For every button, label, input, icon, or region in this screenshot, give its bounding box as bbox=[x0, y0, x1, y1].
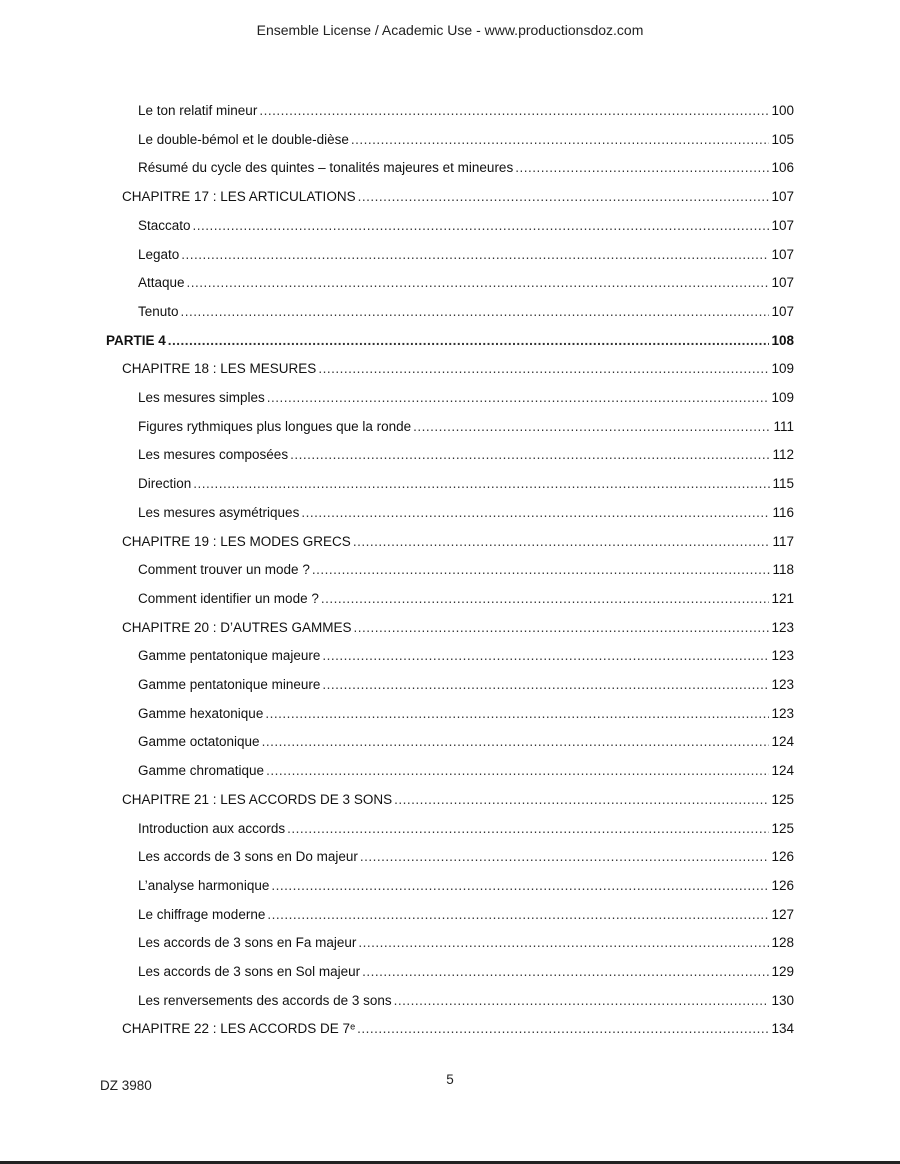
toc-entry-label: Les accords de 3 sons en Sol majeur bbox=[138, 964, 361, 979]
toc-leader-dots bbox=[351, 131, 770, 149]
toc-entry-page: 123 bbox=[771, 677, 794, 692]
toc-entry-label: Legato bbox=[138, 246, 180, 262]
toc-entry-label: Gamme hexatonique bbox=[138, 705, 264, 721]
toc-entry-page: 128 bbox=[771, 935, 794, 951]
toc-section-entry bbox=[138, 820, 794, 838]
toc-section-entry bbox=[138, 159, 794, 177]
toc-entry-page: 126 bbox=[771, 849, 794, 865]
toc-entry-label: CHAPITRE 18 : LES MESURES bbox=[122, 361, 317, 377]
toc-entry-page: 124 bbox=[771, 763, 794, 779]
toc-section-entry bbox=[138, 676, 794, 694]
toc-leader-dots bbox=[322, 676, 769, 694]
toc-entry-label: Les accords de 3 sons en Do majeur bbox=[138, 849, 358, 865]
toc-entry-label: Introduction aux accords bbox=[138, 820, 286, 836]
toc-section-entry bbox=[138, 246, 794, 264]
toc-entry-label: Gamme octatonique bbox=[138, 734, 260, 750]
toc-entry-label: Le ton relatif mineur bbox=[138, 103, 258, 118]
toc-leader-dots bbox=[312, 561, 771, 579]
toc-section-entry bbox=[138, 504, 794, 522]
toc-entry-page: 123 bbox=[771, 705, 794, 721]
toc-leader-dots bbox=[266, 762, 769, 780]
toc-entry-label: Tenuto bbox=[138, 303, 179, 319]
toc-leader-dots bbox=[301, 504, 770, 522]
toc-leader-dots bbox=[353, 533, 771, 551]
toc-section-entry bbox=[138, 102, 794, 120]
toc-entry-page: 107 bbox=[771, 275, 794, 291]
toc-leader-dots bbox=[265, 705, 769, 723]
toc-entry-label: PARTIE 4 bbox=[106, 332, 166, 348]
toc-section-entry bbox=[138, 590, 794, 608]
toc-entry-page: 129 bbox=[771, 964, 794, 979]
toc-entry-page: 112 bbox=[772, 447, 794, 463]
toc-entry-label: Attaque bbox=[138, 275, 185, 291]
toc-leader-dots bbox=[362, 963, 769, 981]
toc-entry-page: 117 bbox=[772, 533, 794, 549]
page-header: Ensemble License / Academic Use - www.productionsdoz.com bbox=[256, 22, 644, 38]
footer-page-number: 5 bbox=[446, 1072, 454, 1087]
toc-leader-dots bbox=[394, 791, 769, 809]
toc-leader-dots bbox=[259, 102, 769, 120]
toc-entry-page: 111 bbox=[773, 418, 794, 434]
toc-leader-dots bbox=[287, 820, 769, 838]
toc-entry-label: CHAPITRE 22 : LES ACCORDS DE 7ᵉ bbox=[122, 1021, 356, 1037]
toc-leader-dots bbox=[394, 992, 770, 1010]
toc-entry-label: Gamme pentatonique majeure bbox=[138, 648, 321, 664]
toc-entry-page: 126 bbox=[771, 877, 794, 893]
toc-entry-label: Les accords de 3 sons en Fa majeur bbox=[138, 935, 357, 951]
toc-entry-label: Comment trouver un mode ? bbox=[138, 562, 310, 578]
toc-entry-page: 106 bbox=[771, 160, 794, 176]
toc-leader-dots bbox=[290, 446, 770, 464]
toc-entry-page: 124 bbox=[771, 734, 794, 750]
toc-entry-label: CHAPITRE 19 : LES MODES GRECS bbox=[122, 533, 351, 549]
toc-section-entry bbox=[138, 934, 794, 952]
toc-leader-dots bbox=[181, 246, 769, 264]
toc-section-entry bbox=[138, 389, 794, 407]
toc-entry-label: Comment identifier un mode ? bbox=[138, 590, 319, 606]
toc-leader-dots bbox=[358, 188, 770, 206]
toc-entry-page: 115 bbox=[772, 476, 794, 492]
toc-leader-dots bbox=[262, 733, 770, 751]
toc-entry-label: Figures rythmiques plus longues que la ronde bbox=[138, 418, 412, 434]
toc-entry-page: 134 bbox=[771, 1021, 794, 1037]
toc-entry-label: Les mesures composées bbox=[138, 447, 289, 463]
toc-entry-page: 121 bbox=[771, 590, 794, 606]
toc-leader-dots bbox=[413, 418, 771, 436]
toc-section-entry bbox=[138, 762, 794, 780]
toc-entry-page: 107 bbox=[771, 303, 794, 319]
toc-chapter-entry bbox=[122, 1020, 794, 1038]
toc-section-entry bbox=[138, 992, 794, 1010]
toc-section-entry bbox=[138, 877, 794, 895]
toc-chapter-entry bbox=[122, 791, 794, 809]
toc-chapter-entry bbox=[122, 619, 794, 637]
toc-entry-label: Les mesures asymétriques bbox=[138, 504, 300, 520]
toc-leader-dots bbox=[322, 647, 769, 665]
toc-leader-dots bbox=[321, 590, 770, 608]
toc-entry-page: 107 bbox=[771, 189, 794, 205]
toc-part-entry bbox=[106, 332, 794, 350]
toc-entry-label: L’analyse harmonique bbox=[138, 877, 270, 893]
toc-leader-dots bbox=[358, 934, 769, 952]
toc-entry-label: Les renversements des accords de 3 sons bbox=[138, 992, 392, 1008]
toc-entry-label: Gamme pentatonique mineure bbox=[138, 677, 321, 692]
toc-chapter-entry bbox=[122, 533, 794, 551]
toc-entry-page: 100 bbox=[771, 103, 794, 118]
toc-section-entry bbox=[138, 561, 794, 579]
toc-section-entry bbox=[138, 446, 794, 464]
toc-entry-label: Le double-bémol et le double-dièse bbox=[138, 131, 349, 147]
toc-entry-page: 105 bbox=[771, 131, 794, 147]
toc-leader-dots bbox=[357, 1020, 769, 1038]
toc-entry-label: Les mesures simples bbox=[138, 390, 265, 405]
toc-leader-dots bbox=[181, 303, 770, 321]
toc-section-entry bbox=[138, 217, 794, 235]
toc-entry-label: Staccato bbox=[138, 217, 191, 233]
toc-section-entry bbox=[138, 705, 794, 723]
toc-entry-page: 107 bbox=[771, 246, 794, 262]
toc-entry-page: 130 bbox=[771, 992, 794, 1008]
toc-section-entry bbox=[138, 274, 794, 292]
toc-section-entry bbox=[138, 647, 794, 665]
toc-leader-dots bbox=[267, 389, 770, 407]
toc-section-entry bbox=[138, 418, 794, 436]
toc-section-entry bbox=[138, 475, 794, 493]
toc-leader-dots bbox=[318, 360, 769, 378]
toc-leader-dots bbox=[515, 159, 769, 177]
toc-section-entry bbox=[138, 848, 794, 866]
toc-entry-page: 125 bbox=[771, 791, 794, 807]
toc-entry-label: Résumé du cycle des quintes – tonalités majeures et mineures bbox=[138, 160, 514, 176]
toc-entry-label: CHAPITRE 17 : LES ARTICULATIONS bbox=[122, 189, 356, 205]
toc-entry-page: 118 bbox=[772, 562, 794, 578]
toc-leader-dots bbox=[168, 332, 770, 350]
toc-section-entry bbox=[138, 963, 794, 981]
footer-code: DZ 3980 bbox=[100, 1078, 152, 1093]
toc-section-entry bbox=[138, 906, 794, 924]
toc-entry-page: 127 bbox=[771, 906, 794, 922]
toc-entry-page: 123 bbox=[771, 619, 794, 635]
toc-entry-page: 109 bbox=[771, 390, 794, 405]
toc-entry-label: CHAPITRE 20 : D’AUTRES GAMMES bbox=[122, 619, 352, 635]
toc-leader-dots bbox=[271, 877, 769, 895]
toc-leader-dots bbox=[193, 217, 770, 235]
toc-leader-dots bbox=[354, 619, 770, 637]
toc-leader-dots bbox=[187, 274, 770, 292]
toc-leader-dots bbox=[267, 906, 769, 924]
toc-chapter-entry bbox=[122, 360, 794, 378]
toc-entry-label: Le chiffrage moderne bbox=[138, 906, 266, 922]
toc-entry-page: 116 bbox=[772, 504, 794, 520]
toc-entry-label: Direction bbox=[138, 476, 192, 492]
toc-leader-dots bbox=[193, 475, 770, 493]
toc-section-entry bbox=[138, 733, 794, 751]
toc-entry-page: 109 bbox=[771, 361, 794, 377]
toc-section-entry bbox=[138, 131, 794, 149]
toc-entry-label: CHAPITRE 21 : LES ACCORDS DE 3 SONS bbox=[122, 791, 393, 807]
toc-entry-page: 125 bbox=[771, 820, 794, 836]
toc-entry-page: 107 bbox=[771, 217, 794, 233]
toc-entry-page: 123 bbox=[771, 648, 794, 664]
toc-leader-dots bbox=[360, 848, 770, 866]
toc-entry-page: 108 bbox=[771, 332, 794, 348]
toc-section-entry bbox=[138, 303, 794, 321]
toc-chapter-entry bbox=[122, 188, 794, 206]
toc-entry-label: Gamme chromatique bbox=[138, 763, 265, 779]
